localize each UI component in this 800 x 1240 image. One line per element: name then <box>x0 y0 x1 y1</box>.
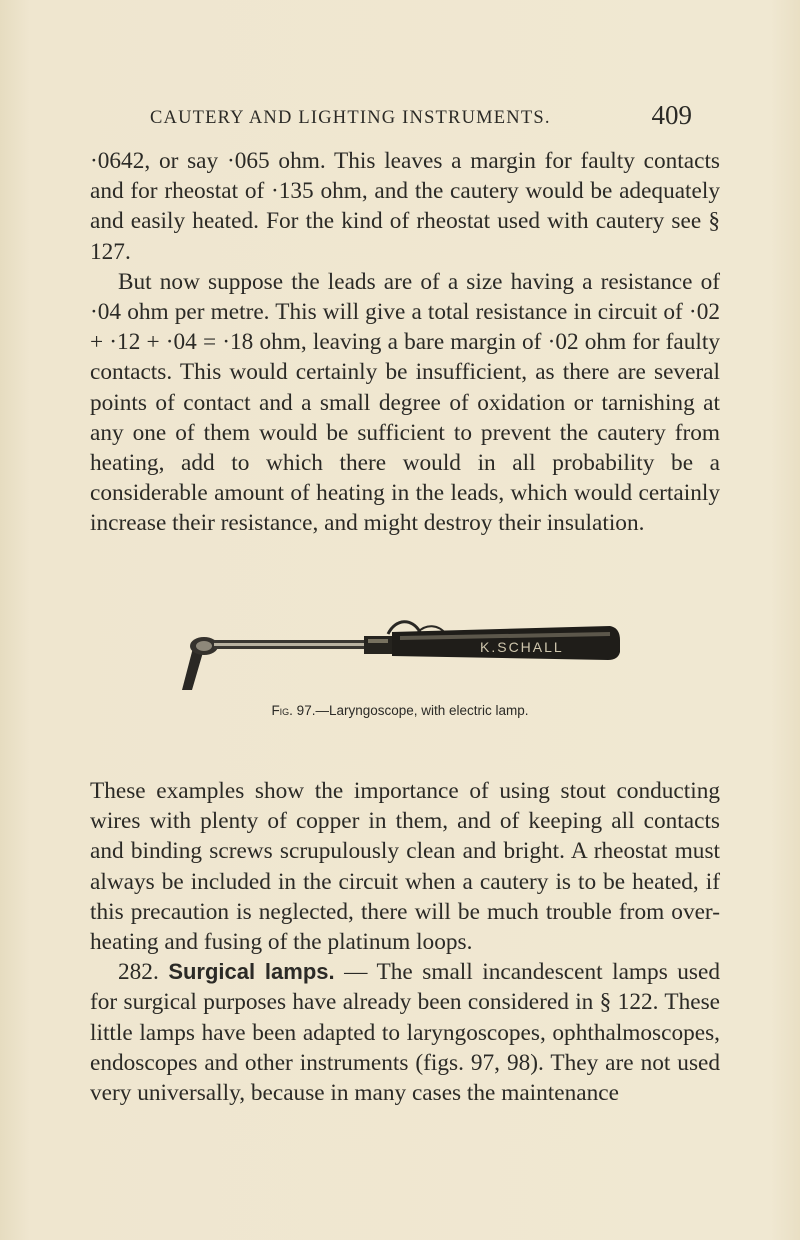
text-block-top <box>90 146 720 539</box>
collar-highlight <box>368 639 388 643</box>
paragraph: ·0642, or say ·065 ohm. This leaves a margin for faulty contacts and for rheostat of ·135 ohm, and the cautery would be adequately and easily heated. For the kind of rheostat used with cautery see § 127. <box>90 148 720 265</box>
shaft-upper <box>214 640 364 643</box>
lamp-bulb <box>196 641 212 651</box>
collar <box>364 636 392 654</box>
shaft-lower <box>214 646 364 649</box>
figure-caption-text: —Laryngoscope, with electric lamp. <box>315 703 529 718</box>
text-block-bottom <box>90 776 720 1108</box>
figure-caption <box>0 703 800 718</box>
figure-label: Fig. 97. <box>271 703 316 718</box>
maker-mark: K.SCHALL <box>480 639 564 655</box>
page-number: 409 <box>651 100 692 130</box>
running-head: CAUTERY AND LIGHTING INSTRUMENTS. <box>150 108 551 128</box>
paragraph: These examples show the importance of using stout conducting wires with plenty of copper in them, and of keeping all contacts and binding screws scrupulously clean and bright. A rheostat must always be included in the circuit when a cautery is to be heated, if this precaution is neglected, there will be much trouble from over-heating and fusing of the platinum loops. <box>90 778 720 956</box>
laryngoscope-drawing <box>180 612 620 692</box>
section-text: — The small incandescent lamps used for surgical purposes have already been considered in § 122. These little lamps have been adapted to laryngoscopes, ophthalmoscopes, endoscopes and other instruments (figs. 97, 98). They are not used very universally, because in many cases the maintenance <box>90 959 720 1107</box>
paragraph: But now suppose the leads are of a size having a resistance of ·04 ohm per metre. This will give a total resistance in circuit of ·02 + ·12 + ·04 = ·18 ohm, leaving a bare margin of ·02 ohm for faulty contacts. This would certainly be insufficient, as there are several points of contact and a small degree of oxidation or tarnishing at any one of them would be sufficient to prevent the cautery from heating, add to which there would in all probability be a considerable amount of heating in the leads, which would certainly increase their resistance, and might destroy their insulation. <box>90 268 720 537</box>
section-paragraph <box>90 957 720 1108</box>
section-heading: Surgical lamps. <box>168 959 335 985</box>
shaft-highlight <box>214 643 364 646</box>
laryngoscope-illustration <box>180 612 620 692</box>
section-number: 282. <box>118 959 159 986</box>
